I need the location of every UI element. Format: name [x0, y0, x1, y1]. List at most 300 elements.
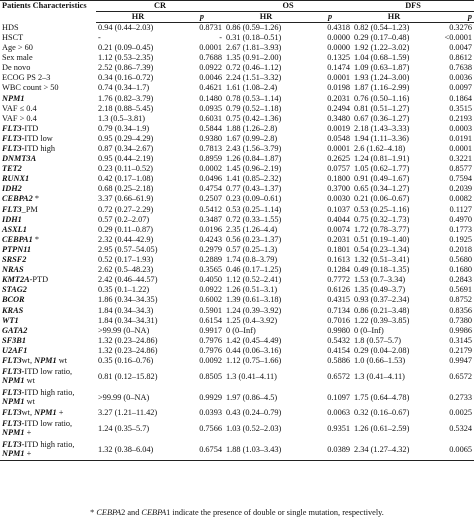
os-hr-cell: 0.31 (0.18–0.51): [226, 33, 282, 42]
gene-name: NPM1: [2, 396, 25, 406]
cr-p-cell: 0.0001: [199, 43, 223, 53]
dfs-hr-cell: 1.24 (0.81–1.91): [354, 154, 410, 164]
row-label: [0, 326, 96, 336]
dfs-p-cell: 0.0025: [449, 408, 473, 418]
dfs-p-header: p: [436, 12, 474, 23]
gene-name: FLT3: [2, 408, 22, 418]
dfs-hr-cell: 0.76 (0.50–1.16): [354, 93, 410, 103]
dfs-hr-cell: 0.91 (0.49–1.67): [354, 174, 410, 184]
label-text: VAF ≤ 0.4: [2, 103, 37, 113]
cr-p-cell: 0.6754: [180, 439, 224, 461]
dfs-p-cell: 0.1864: [449, 93, 473, 103]
table-row: [0, 174, 474, 184]
cr-p-cell: 0.8731: [199, 22, 223, 32]
cr-hr-cell: 0.94 (0.44–2.03): [98, 22, 154, 32]
dfs-hr-cell: 1.05 (0.62–1.77): [354, 164, 410, 174]
group-header-os: OS: [224, 1, 352, 12]
cr-hr-cell: 2.32 (0.44–42.9): [98, 234, 154, 244]
dfs-hr-cell: 2.18 (1.43–3.33): [354, 123, 410, 133]
cr-hr-cell: 0.29 (0.11–0.87): [98, 224, 153, 234]
cr-hr-cell: 1.24 (0.35–5.7): [98, 423, 150, 433]
row-label: [0, 235, 96, 245]
cr-p-cell: 0.5844: [199, 123, 223, 133]
cr-hr-cell: 0.72 (0.27–2.29): [98, 204, 154, 214]
os-p-cell: 0.6572: [327, 371, 351, 381]
cr-hr-cell: -: [98, 33, 101, 42]
row-label: [0, 439, 96, 461]
cr-p-cell: 0.2889: [199, 255, 223, 265]
row-label: [0, 265, 96, 275]
cr-hr-cell: 1.84 (0.34–34.3): [98, 305, 154, 315]
os-p-cell: 0.4044: [327, 214, 351, 224]
row-label: [0, 306, 96, 316]
os-hr-cell: 1.67 (0.99–2.8): [226, 134, 278, 143]
row-label: [0, 63, 96, 73]
table-row: [0, 265, 474, 275]
os-hr-cell: 2.43 (1.56–3.79): [226, 144, 282, 154]
os-p-cell: 0.0001: [327, 73, 351, 83]
os-hr-cell: 0.78 (0.53–1.14): [226, 93, 282, 103]
cr-p-cell: 0.9380: [199, 134, 223, 143]
gene-name: NRAS: [2, 265, 24, 275]
label-text: -ITD low: [21, 134, 53, 143]
dfs-hr-cell: 0.53 (0.25–1.16): [354, 204, 410, 214]
label-text: -ITD high ratio,: [21, 387, 75, 397]
cr-p-cell: 0.9929: [199, 392, 223, 402]
gene-name: SF3B1: [2, 335, 26, 345]
table-row: [0, 215, 474, 225]
os-hr-cell: 0 (0–Inf): [226, 325, 256, 335]
os-p-cell: 0.3700: [327, 184, 351, 194]
table-row: [0, 346, 474, 356]
row-label: [0, 73, 96, 83]
dfs-hr-cell: 0.29 (0.17–0.48): [354, 33, 410, 42]
os-hr-cell: 0.57 (0.25–1.3): [226, 245, 278, 254]
cr-hr-cell: 0.57 (0.2–2.07): [98, 214, 150, 224]
table-row: [0, 225, 474, 235]
os-p-cell: 0.4318: [327, 22, 351, 32]
label-text: wt: [56, 356, 68, 365]
row-label: [0, 114, 96, 124]
os-hr-cell: 1.39 (0.61–3.18): [226, 295, 282, 305]
cr-hr-cell: 1.32 (0.23–24.86): [98, 346, 158, 355]
cr-p-cell: 0.0922: [199, 285, 223, 295]
dfs-p-cell: 0.0097: [449, 83, 473, 93]
os-p-cell: 0.1474: [327, 63, 351, 73]
dfs-p-cell: 0.7380: [449, 315, 473, 325]
row-label: [0, 174, 96, 184]
os-p-cell: 0.0001: [327, 144, 351, 154]
table-row: [0, 306, 474, 316]
group-header-cr: CR: [96, 1, 224, 12]
table-row: [0, 418, 474, 439]
label-text: _PM: [21, 204, 38, 214]
os-p-cell: 0.3480: [327, 113, 351, 123]
os-p-cell: 0.4315: [327, 295, 351, 305]
dfs-hr-cell: 0.65 (0.34–1.27): [354, 184, 410, 194]
gene-name: NPM1: [2, 448, 25, 458]
gene-name: NPM1: [2, 375, 25, 385]
dfs-p-cell: 0.2843: [449, 275, 473, 285]
dfs-p-cell: 0.8612: [449, 53, 473, 63]
gene-name: BCOR: [2, 295, 25, 305]
dfs-p-cell: 0.2193: [449, 113, 473, 123]
os-hr-cell: 1.12 (0.75–1.66): [226, 356, 282, 365]
dfs-p-cell: 0.7638: [449, 63, 473, 73]
dfs-hr-cell: 0.82 (0.54–1.23): [354, 22, 410, 32]
label-text: -ITD: [21, 123, 39, 133]
row-label: [0, 185, 96, 195]
dfs-hr-cell: 0.54 (0.23–1.34): [354, 245, 410, 254]
cr-hr-cell: 1.86 (0.34–34.35): [98, 295, 158, 305]
table-row: [0, 94, 474, 104]
dfs-hr-cell: 0.51 (0.19–1.40): [354, 234, 410, 244]
cr-hr-cell: 2.95 (0.57–54.05): [98, 245, 158, 254]
gene-name: NPM1: [2, 93, 25, 103]
label-text: -ITD low ratio,: [21, 419, 73, 429]
gene-name: FLT3: [2, 440, 22, 450]
cr-hr-cell: 2.52 (0.86–7.39): [98, 63, 154, 73]
os-hr-cell: 0.23 (0.09–0.61): [226, 194, 282, 204]
table-row: [0, 53, 474, 63]
row-label: [0, 387, 96, 408]
os-hr-cell: 0.75 (0.42–1.36): [226, 113, 282, 123]
os-hr-cell: 0.43 (0.24–0.79): [226, 408, 282, 418]
cr-hr-cell: 0.95 (0.29–4.29): [98, 134, 154, 143]
table-row: [0, 164, 474, 174]
row-label: [0, 94, 96, 104]
os-hr-cell: 1.41 (0.85–2.32): [226, 174, 282, 184]
cr-hr-cell: 1.32 (0.38–6.04): [96, 439, 180, 461]
os-hr-cell: 1.45 (0.96–2.19): [226, 164, 282, 174]
label-text: HDS: [2, 22, 19, 32]
gene-name: FLT3: [2, 356, 22, 365]
dfs-p-cell: 0.1773: [449, 224, 473, 234]
dfs-p-cell: 0.0047: [449, 43, 473, 53]
gene-name: IDH2: [2, 184, 22, 194]
os-hr-cell: 0.72 (0.46–1.12): [226, 63, 282, 73]
os-hr-cell: 0.77 (0.43–1.37): [226, 184, 282, 194]
dfs-hr-cell: 1.93 (1.24–3.00): [354, 73, 410, 83]
table-row: [0, 366, 474, 387]
gene-name: FLT3: [2, 134, 22, 143]
os-p-cell: 0.1801: [327, 245, 351, 254]
label-text: wt,: [21, 356, 35, 365]
os-hr-cell: 0.44 (0.06–3.16): [226, 346, 282, 355]
dfs-p-cell: 0.6572: [449, 371, 473, 381]
dfs-hr-cell: 0.86 (0.21–3.48): [354, 305, 410, 315]
cr-p-cell: 0.3565: [199, 265, 223, 275]
cr-p-cell: 0.4050: [199, 275, 223, 285]
cr-hr-cell: >99.99 (0–NA): [98, 392, 150, 402]
header-row-groups: [0, 1, 474, 12]
dfs-hr-cell: 2.6 (1.62–4.18): [354, 144, 406, 154]
label-text: Sex male: [2, 53, 33, 63]
table-row: [0, 408, 474, 418]
dfs-p-cell: 0.8752: [449, 295, 473, 305]
table-row: [0, 195, 474, 205]
cr-hr-cell: 1.76 (0.82–3.79): [98, 93, 154, 103]
os-hr-cell: 1.25 (0.4–3.92): [226, 315, 278, 325]
dfs-p-cell: 0.1680: [449, 265, 473, 275]
os-p-cell: 0.0757: [327, 164, 351, 174]
table-row: [0, 439, 474, 461]
os-hr-cell: 2.35 (1.26–4.4): [226, 224, 278, 234]
cr-hr-cell: >99.99 (0–NA): [98, 325, 150, 335]
dfs-hr-cell: 1.8 (0.57–5.7): [354, 335, 402, 345]
gene-name: FLT3: [2, 419, 22, 429]
os-p-cell: 0.9980: [327, 325, 351, 335]
row-label: [0, 23, 96, 34]
gene-name: KMT2A: [2, 275, 30, 285]
os-p-cell: 0.4154: [327, 346, 351, 355]
table-row: [0, 296, 474, 306]
row-label: [0, 104, 96, 114]
dfs-hr-cell: 0.29 (0.04–2.08): [354, 346, 410, 355]
os-p-cell: 0.0063: [327, 408, 351, 418]
gene-name: FLT3: [2, 387, 22, 397]
dfs-p-cell: 0.9986: [449, 325, 473, 335]
row-label: [0, 346, 96, 356]
row-label: [0, 144, 96, 154]
dfs-p-cell: 0.3515: [449, 103, 473, 113]
dfs-hr-cell: 1.53 (0.7–3.34): [354, 275, 406, 285]
dfs-hr-cell: 1.22 (0.39–3.85): [354, 315, 410, 325]
gene-name: FLT3: [2, 204, 22, 214]
dfs-p-cell: 0.0065: [436, 439, 474, 461]
table-row: [0, 43, 474, 53]
row-label: [0, 225, 96, 235]
cr-p-cell: 0.0496: [199, 174, 223, 184]
label-text: +: [24, 427, 32, 437]
footnote: [0, 508, 474, 517]
cr-p-cell: 0.0092: [199, 356, 223, 365]
cr-hr-cell: 2.62 (0.5–48.23): [98, 265, 154, 275]
label-text: wt,: [21, 408, 35, 418]
dfs-p-cell: 0.9947: [449, 356, 473, 365]
os-p-cell: 0.2031: [327, 93, 351, 103]
dfs-p-cell: 0.2039: [449, 184, 473, 194]
os-p-cell: 0.0000: [327, 43, 351, 53]
table-row: [0, 134, 474, 144]
dfs-hr-cell: 0.67 (0.36–1.27): [354, 113, 410, 123]
os-hr-cell: 1.88 (1.03–3.43): [224, 439, 308, 461]
dfs-hr-cell: 0.21 (0.06–0.67): [354, 194, 410, 204]
os-p-cell: 0.2031: [327, 234, 351, 244]
table-row: [0, 23, 474, 34]
os-hr-cell: 0.86 (0.59–1.26): [226, 22, 282, 32]
dfs-p-cell: 0.0003: [449, 123, 473, 133]
cr-p-cell: 0.3487: [199, 214, 223, 224]
cr-p-cell: 0.6154: [199, 315, 223, 325]
dfs-p-cell: 0.7594: [449, 174, 473, 184]
os-p-cell: 0.0548: [327, 134, 351, 143]
dfs-hr-cell: 0.32 (0.16–0.67): [354, 408, 410, 418]
dfs-hr-cell: 1.32 (0.51–3.41): [354, 255, 410, 265]
label-text: +: [24, 448, 32, 458]
cr-p-cell: 0.8505: [199, 371, 223, 381]
cr-p-cell: 0.8959: [199, 154, 223, 164]
row-label: [0, 418, 96, 439]
dfs-hr-cell: 0.49 (0.18–1.35): [354, 265, 410, 275]
table-row: [0, 245, 474, 255]
os-hr-cell: 1.88 (1.26–2.8): [226, 123, 278, 133]
row-label: [0, 124, 96, 134]
os-p-cell: 0.1800: [327, 174, 351, 184]
dfs-hr-cell: 1.72 (0.78–3.77): [354, 224, 410, 234]
cr-p-header: p: [180, 12, 224, 23]
table-row: [0, 235, 474, 245]
table-row: [0, 316, 474, 326]
dfs-p-cell: 0.0191: [449, 134, 473, 143]
os-p-cell: 0.0074: [327, 224, 351, 234]
dfs-hr-cell: 0.93 (0.37–2.34): [354, 295, 410, 305]
label-text: De novo: [2, 63, 31, 73]
cr-p-cell: 0.6002: [199, 295, 223, 305]
os-hr-header: HR: [224, 12, 308, 23]
os-p-cell: 0.1097: [327, 392, 351, 402]
cr-p-cell: 0.0196: [199, 224, 223, 234]
dfs-hr-cell: 1.0 (0.66–1.53): [354, 356, 406, 365]
os-hr-cell: 1.3 (0.41–4.11): [226, 371, 277, 381]
table-row: [0, 387, 474, 408]
table-row: [0, 84, 474, 94]
gene-name: CEBPA1: [2, 234, 33, 244]
os-hr-cell: 1.42 (0.45–4.49): [226, 335, 282, 345]
cr-hr-cell: 2.42 (0.46–44.57): [98, 275, 158, 285]
label-text: wt: [24, 375, 35, 385]
gene-name: NPM1: [34, 408, 57, 418]
os-hr-cell: 2.24 (1.51–3.32): [226, 73, 282, 83]
row-label: [0, 316, 96, 326]
dfs-hr-header: HR: [352, 12, 436, 23]
dfs-hr-cell: 1.09 (0.63–1.87): [354, 63, 410, 73]
cr-hr-cell: 0.52 (0.17–1.93): [98, 255, 154, 265]
os-p-cell: 0.9351: [327, 423, 351, 433]
row-label: [0, 408, 96, 418]
cr-hr-cell: 0.68 (0.25–2.18): [98, 184, 154, 194]
row-label: [0, 296, 96, 306]
cr-hr-cell: 1.32 (0.23–24.86): [98, 335, 158, 345]
os-p-cell: 0.0198: [327, 83, 351, 93]
cr-p-cell: 0.7976: [199, 346, 223, 355]
dfs-hr-cell: 1.92 (1.22–3.02): [354, 43, 410, 53]
cr-p-cell: 0.7976: [199, 335, 223, 345]
os-p-cell: 0.2625: [327, 154, 351, 164]
table-row: [0, 205, 474, 215]
gene-name: U2AF1: [2, 346, 28, 355]
label-text: HSCT: [2, 33, 24, 42]
footnote-text: 2 and: [121, 508, 142, 517]
os-p-cell: 0.2494: [327, 103, 351, 113]
label-text: Age > 60: [2, 43, 33, 53]
footnote-text: 1 indicate the presence of double or single mutation, respectively.: [166, 508, 384, 517]
row-label: [0, 255, 96, 265]
table-row: [0, 275, 474, 285]
cr-hr-cell: 0.81 (0.12–15.82): [98, 371, 158, 381]
group-header-dfs: DFS: [352, 1, 474, 12]
dfs-p-cell: 0.8356: [449, 305, 473, 315]
row-label: [0, 205, 96, 215]
row-label: [0, 195, 96, 205]
table-row: [0, 73, 474, 83]
gene-name: RUNX1: [2, 174, 30, 184]
dfs-p-cell: 0.0036: [449, 73, 473, 83]
cr-p-cell: 0.0922: [199, 63, 223, 73]
cr-p-cell: 0.2979: [199, 245, 223, 254]
cr-p-cell: 0.4621: [199, 83, 223, 93]
table-row: [0, 104, 474, 114]
os-p-cell: 0.5886: [327, 356, 351, 365]
row-label: [0, 134, 96, 144]
os-p-cell: 0.0019: [327, 123, 351, 133]
cr-p-cell: 0.6031: [199, 113, 223, 123]
footnote-text: CEBPA: [141, 508, 167, 517]
row-label: [0, 33, 96, 43]
os-p-header: p: [308, 12, 352, 23]
table-row: [0, 114, 474, 124]
cr-p-cell: 0.1480: [199, 93, 223, 103]
os-p-cell: 0.1037: [327, 204, 351, 214]
dfs-p-cell: 0.0082: [449, 194, 473, 204]
os-p-cell: 0.0000: [327, 33, 351, 42]
dfs-hr-cell: 0 (0–Inf): [354, 325, 384, 335]
cr-p-cell: 0.7566: [199, 423, 223, 433]
os-hr-cell: 1.24 (0.39–3.92): [226, 305, 282, 315]
os-p-cell: 0.1613: [327, 255, 351, 265]
cr-p-cell: 0.9917: [199, 325, 223, 335]
cr-hr-cell: 0.95 (0.44–2.19): [98, 154, 154, 164]
dfs-p-cell: 0.2018: [449, 245, 473, 254]
dfs-p-cell: 0.2733: [449, 392, 473, 402]
dfs-hr-cell: 1.26 (0.61–2.59): [354, 423, 410, 433]
os-hr-cell: 0.53 (0.25–1.14): [226, 204, 282, 214]
cr-hr-cell: 0.34 (0.16–0.72): [98, 73, 154, 83]
gene-name: NPM1: [2, 427, 25, 437]
cr-p-cell: -: [219, 33, 223, 42]
gene-name: SRSF2: [2, 255, 27, 265]
label-text: wt: [24, 396, 35, 406]
row-label: [0, 356, 96, 366]
gene-name: TET2: [2, 164, 22, 174]
os-hr-cell: 1.03 (0.52–2.03): [226, 423, 282, 433]
os-hr-cell: 0.72 (0.33–1.55): [226, 214, 282, 224]
row-label: [0, 336, 96, 346]
table-body: [0, 23, 474, 461]
cr-p-cell: 0.4243: [199, 234, 223, 244]
dfs-p-cell: 0.3145: [449, 335, 473, 345]
label-text: *: [32, 234, 39, 244]
dfs-hr-cell: 1.87 (1.16–2.99): [354, 83, 410, 93]
cr-hr-cell: 0.74 (0.34–1.7): [98, 83, 150, 93]
row-label: [0, 275, 96, 285]
dfs-hr-cell: 1.3 (0.41–4.11): [354, 371, 405, 381]
cr-hr-cell: 1.3 (0.5–3.81): [98, 113, 146, 123]
dfs-p-cell: 0.5324: [449, 423, 473, 433]
cr-p-cell: 0.5901: [199, 305, 223, 315]
label-text: VAF > 0.4: [2, 113, 37, 123]
os-hr-cell: 1.35 (0.91–2.00): [226, 53, 282, 63]
row-label: [0, 245, 96, 255]
cr-hr-cell: 0.79 (0.34–1.9): [98, 123, 150, 133]
dfs-p-cell: 0.1127: [449, 204, 473, 214]
row-label: [0, 43, 96, 53]
gene-name: FLT3: [2, 366, 22, 376]
gene-name: FLT3: [2, 144, 22, 154]
gene-name: ASXL1: [2, 224, 27, 234]
dfs-p-cell: 0.3221: [449, 154, 473, 164]
os-p-cell: 0.0030: [327, 194, 351, 204]
